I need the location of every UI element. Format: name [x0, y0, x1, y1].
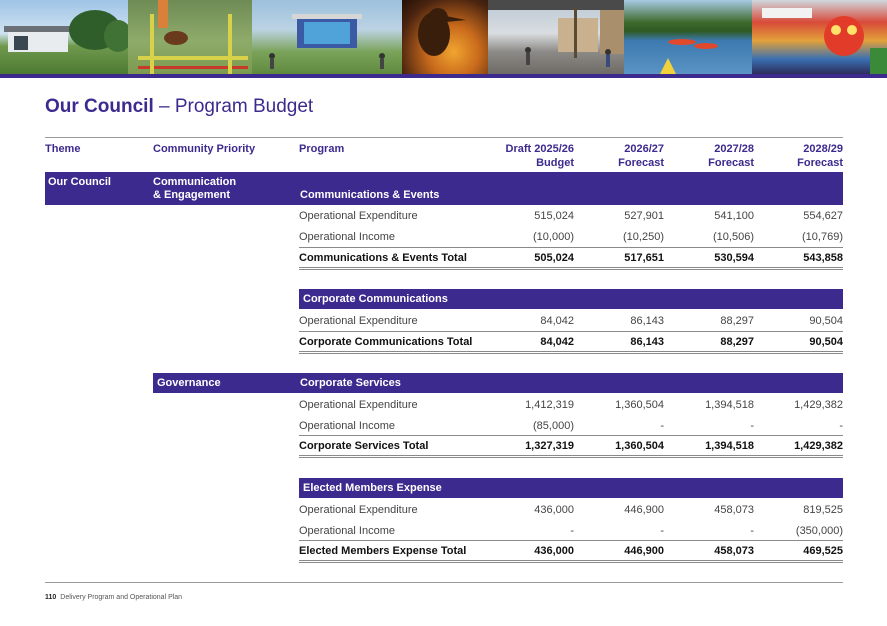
header-forecast-2026-line1: 2026/27 — [624, 143, 664, 155]
value-cell: 527,901 — [624, 210, 664, 222]
total-value: 458,073 — [714, 545, 754, 557]
dog-agility-photo — [128, 0, 252, 74]
priority-governance: Governance — [157, 377, 221, 389]
total-value: 446,900 — [624, 545, 664, 557]
value-cell: 819,525 — [803, 504, 843, 516]
value-cell: - — [750, 420, 754, 432]
table-top-rule — [45, 137, 843, 138]
header-forecast-2027-line1: 2027/28 — [714, 143, 754, 155]
value-cell: - — [660, 420, 664, 432]
value-cell: - — [660, 525, 664, 537]
value-cell: (10,506) — [713, 231, 754, 243]
total-value: 1,327,319 — [525, 440, 574, 452]
header-draft-budget-line2: Budget — [536, 157, 574, 169]
row-label: Operational Expenditure — [299, 315, 418, 327]
total-top-rule — [299, 247, 843, 248]
total-value: 517,651 — [624, 252, 664, 264]
total-value: 86,143 — [630, 336, 664, 348]
priority-band-governance — [153, 373, 843, 393]
photo-banner — [0, 0, 887, 74]
total-value: 1,429,382 — [794, 440, 843, 452]
total-value: 530,594 — [714, 252, 754, 264]
value-cell: 541,100 — [714, 210, 754, 222]
total-label: Elected Members Expense Total — [299, 545, 467, 557]
kookaburra-sunset-photo — [402, 0, 488, 74]
total-value: 90,504 — [809, 336, 843, 348]
value-cell: 515,024 — [534, 210, 574, 222]
header-forecast-2026-line2: Forecast — [618, 157, 664, 169]
row-label: Operational Income — [299, 525, 395, 537]
shopping-street-photo — [488, 0, 624, 74]
total-label: Communications & Events Total — [299, 252, 467, 264]
row-label: Operational Expenditure — [299, 399, 418, 411]
value-cell: (10,000) — [533, 231, 574, 243]
banner-divider — [0, 74, 887, 78]
total-label: Corporate Services Total — [299, 440, 429, 452]
value-cell: 446,900 — [624, 504, 664, 516]
row-label: Operational Expenditure — [299, 504, 418, 516]
header-theme: Theme — [45, 143, 81, 155]
value-cell: - — [570, 525, 574, 537]
value-cell: 1,394,518 — [705, 399, 754, 411]
row-label: Operational Expenditure — [299, 210, 418, 222]
total-label: Corporate Communications Total — [299, 336, 473, 348]
total-value: 436,000 — [534, 545, 574, 557]
total-value: 88,297 — [720, 336, 754, 348]
total-top-rule — [299, 435, 843, 436]
outdoor-fitness-stage-photo — [252, 0, 402, 74]
program-heading: Elected Members Expense — [303, 482, 442, 494]
river-kayak-photo — [624, 0, 752, 74]
value-cell: 436,000 — [534, 504, 574, 516]
page-title-bold: Our Council — [45, 96, 154, 117]
value-cell: - — [750, 525, 754, 537]
lion-dance-festival-photo — [752, 0, 887, 74]
total-value: 1,394,518 — [705, 440, 754, 452]
program-heading: Communications & Events — [300, 189, 440, 201]
page-footer — [45, 594, 182, 601]
program-heading: Corporate Communications — [303, 293, 448, 305]
total-value: 1,360,504 — [615, 440, 664, 452]
header-forecast-2028-line2: Forecast — [797, 157, 843, 169]
page-title — [45, 96, 313, 118]
header-forecast-2027 — [654, 142, 754, 170]
header-draft-budget — [474, 142, 574, 170]
value-cell: 88,297 — [720, 315, 754, 327]
value-cell: (10,250) — [623, 231, 664, 243]
header-forecast-2028-line1: 2028/29 — [803, 143, 843, 155]
priority-communication-line2: & Engagement — [153, 189, 231, 201]
total-bottom-rule — [299, 560, 843, 563]
value-cell: 84,042 — [540, 315, 574, 327]
total-bottom-rule — [299, 267, 843, 270]
row-label: Operational Income — [299, 231, 395, 243]
header-draft-budget-line1: Draft 2025/26 — [505, 143, 574, 155]
header-forecast-2026 — [564, 142, 664, 170]
value-cell: 458,073 — [714, 504, 754, 516]
row-label: Operational Income — [299, 420, 395, 432]
value-cell: 86,143 — [630, 315, 664, 327]
value-cell: (10,769) — [802, 231, 843, 243]
value-cell: 90,504 — [809, 315, 843, 327]
priority-communication-line1: Communication — [153, 176, 237, 188]
page-number: 110 — [45, 594, 57, 601]
total-bottom-rule — [299, 351, 843, 354]
park-building-photo — [0, 0, 128, 74]
document-title: Delivery Program and Operational Plan — [60, 594, 183, 601]
total-value: 469,525 — [803, 545, 843, 557]
header-forecast-2027-line2: Forecast — [708, 157, 754, 169]
total-top-rule — [299, 540, 843, 541]
program-heading: Corporate Services — [300, 377, 401, 389]
theme-label: Our Council — [48, 176, 111, 188]
header-program: Program — [299, 143, 345, 155]
value-cell: 1,412,319 — [525, 399, 574, 411]
header-community-priority: Community Priority — [153, 143, 256, 155]
value-cell: - — [839, 420, 843, 432]
header-forecast-2028 — [743, 142, 843, 170]
value-cell: 1,429,382 — [794, 399, 843, 411]
total-bottom-rule — [299, 455, 843, 458]
page-title-rest: – Program Budget — [153, 96, 314, 117]
value-cell: 554,627 — [803, 210, 843, 222]
footer-rule — [45, 582, 843, 583]
value-cell: (85,000) — [533, 420, 574, 432]
total-value: 84,042 — [540, 336, 574, 348]
value-cell: (350,000) — [795, 525, 843, 537]
total-value: 543,858 — [803, 252, 843, 264]
total-top-rule — [299, 331, 843, 332]
value-cell: 1,360,504 — [615, 399, 664, 411]
total-value: 505,024 — [534, 252, 574, 264]
